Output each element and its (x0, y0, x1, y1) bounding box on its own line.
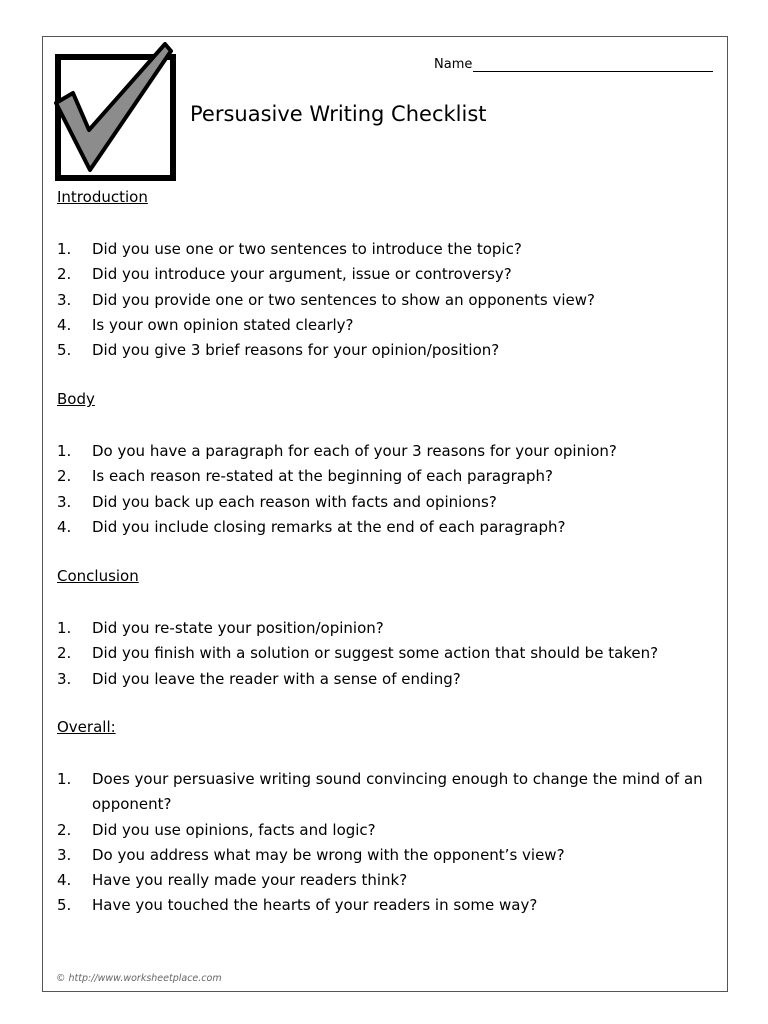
list-item (57, 464, 617, 489)
list-item (57, 262, 595, 287)
item-text: Did you re-state your position/opinion? (92, 619, 384, 637)
section-overall (57, 717, 714, 919)
section-heading: Introduction (57, 188, 148, 206)
list-item (57, 313, 595, 338)
checklist (57, 439, 617, 540)
item-text: Is your own opinion stated clearly? (92, 315, 354, 334)
list-item (57, 641, 658, 666)
item-number: 4. (57, 517, 72, 536)
item-text: Did you leave the reader with a sense of ending? (92, 669, 461, 688)
item-text: Do you address what may be wrong with the opponent’s view? (92, 845, 565, 864)
item-text: Did you provide one or two sentences to show an opponents view? (92, 290, 595, 309)
item-number: 5. (57, 341, 72, 360)
list-item (57, 288, 595, 313)
item-number: 1. (57, 770, 72, 788)
item-number: 2. (57, 820, 72, 839)
item-number: 1. (57, 619, 72, 637)
checklist (57, 767, 714, 919)
name-blank-line[interactable] (473, 59, 713, 72)
item-number: 1. (57, 442, 72, 460)
item-number: 4. (57, 315, 72, 334)
list-item (57, 667, 658, 692)
item-text: Did you use opinions, facts and logic? (92, 820, 376, 839)
checkmark-box-icon (54, 40, 178, 182)
page-title: Persuasive Writing Checklist (190, 102, 487, 126)
item-text: Is each reason re-stated at the beginning of each paragraph? (92, 467, 553, 486)
item-number: 3. (57, 492, 72, 511)
item-text: Did you use one or two sentences to introduce the topic? (92, 240, 522, 258)
item-text: Did you finish with a solution or suggest some action that should be taken? (92, 644, 659, 663)
list-item (57, 893, 714, 918)
name-field (434, 57, 713, 72)
list-item (57, 237, 595, 262)
section-heading: Overall: (57, 718, 116, 736)
list-item (57, 868, 714, 893)
list-item (57, 767, 714, 818)
item-text: Have you really made your readers think? (92, 871, 408, 890)
list-item (57, 338, 595, 363)
item-text: Did you include closing remarks at the end of each paragraph? (92, 517, 566, 536)
name-label: Name (434, 57, 473, 72)
item-text: Did you back up each reason with facts and opinions? (92, 492, 497, 511)
item-text: Do you have a paragraph for each of your 3 reasons for your opinion? (92, 442, 617, 460)
item-number: 3. (57, 845, 72, 864)
checklist (57, 616, 658, 692)
list-item (57, 490, 617, 515)
item-text: Did you introduce your argument, issue or controversy? (92, 265, 512, 284)
list-item (57, 818, 714, 843)
item-text: Have you touched the hearts of your readers in some way? (92, 896, 538, 915)
list-item (57, 843, 714, 868)
item-text: Does your persuasive writing sound convincing enough to change the mind of an opponent? (92, 770, 703, 814)
item-number: 1. (57, 240, 72, 258)
item-number: 4. (57, 871, 72, 890)
section-body (57, 389, 617, 540)
section-heading: Conclusion (57, 567, 139, 585)
section-conclusion (57, 566, 658, 692)
item-number: 3. (57, 290, 72, 309)
section-heading: Body (57, 390, 95, 408)
item-number: 2. (57, 265, 72, 284)
list-item (57, 515, 617, 540)
item-number: 5. (57, 896, 72, 915)
item-number: 2. (57, 467, 72, 486)
item-number: 3. (57, 669, 72, 688)
checklist (57, 237, 595, 363)
list-item (57, 616, 658, 641)
footer-url: © http://www.worksheetplace.com (56, 973, 222, 984)
list-item (57, 439, 617, 464)
item-number: 2. (57, 644, 72, 663)
section-introduction (57, 187, 595, 363)
item-text: Did you give 3 brief reasons for your opinion/position? (92, 341, 500, 360)
